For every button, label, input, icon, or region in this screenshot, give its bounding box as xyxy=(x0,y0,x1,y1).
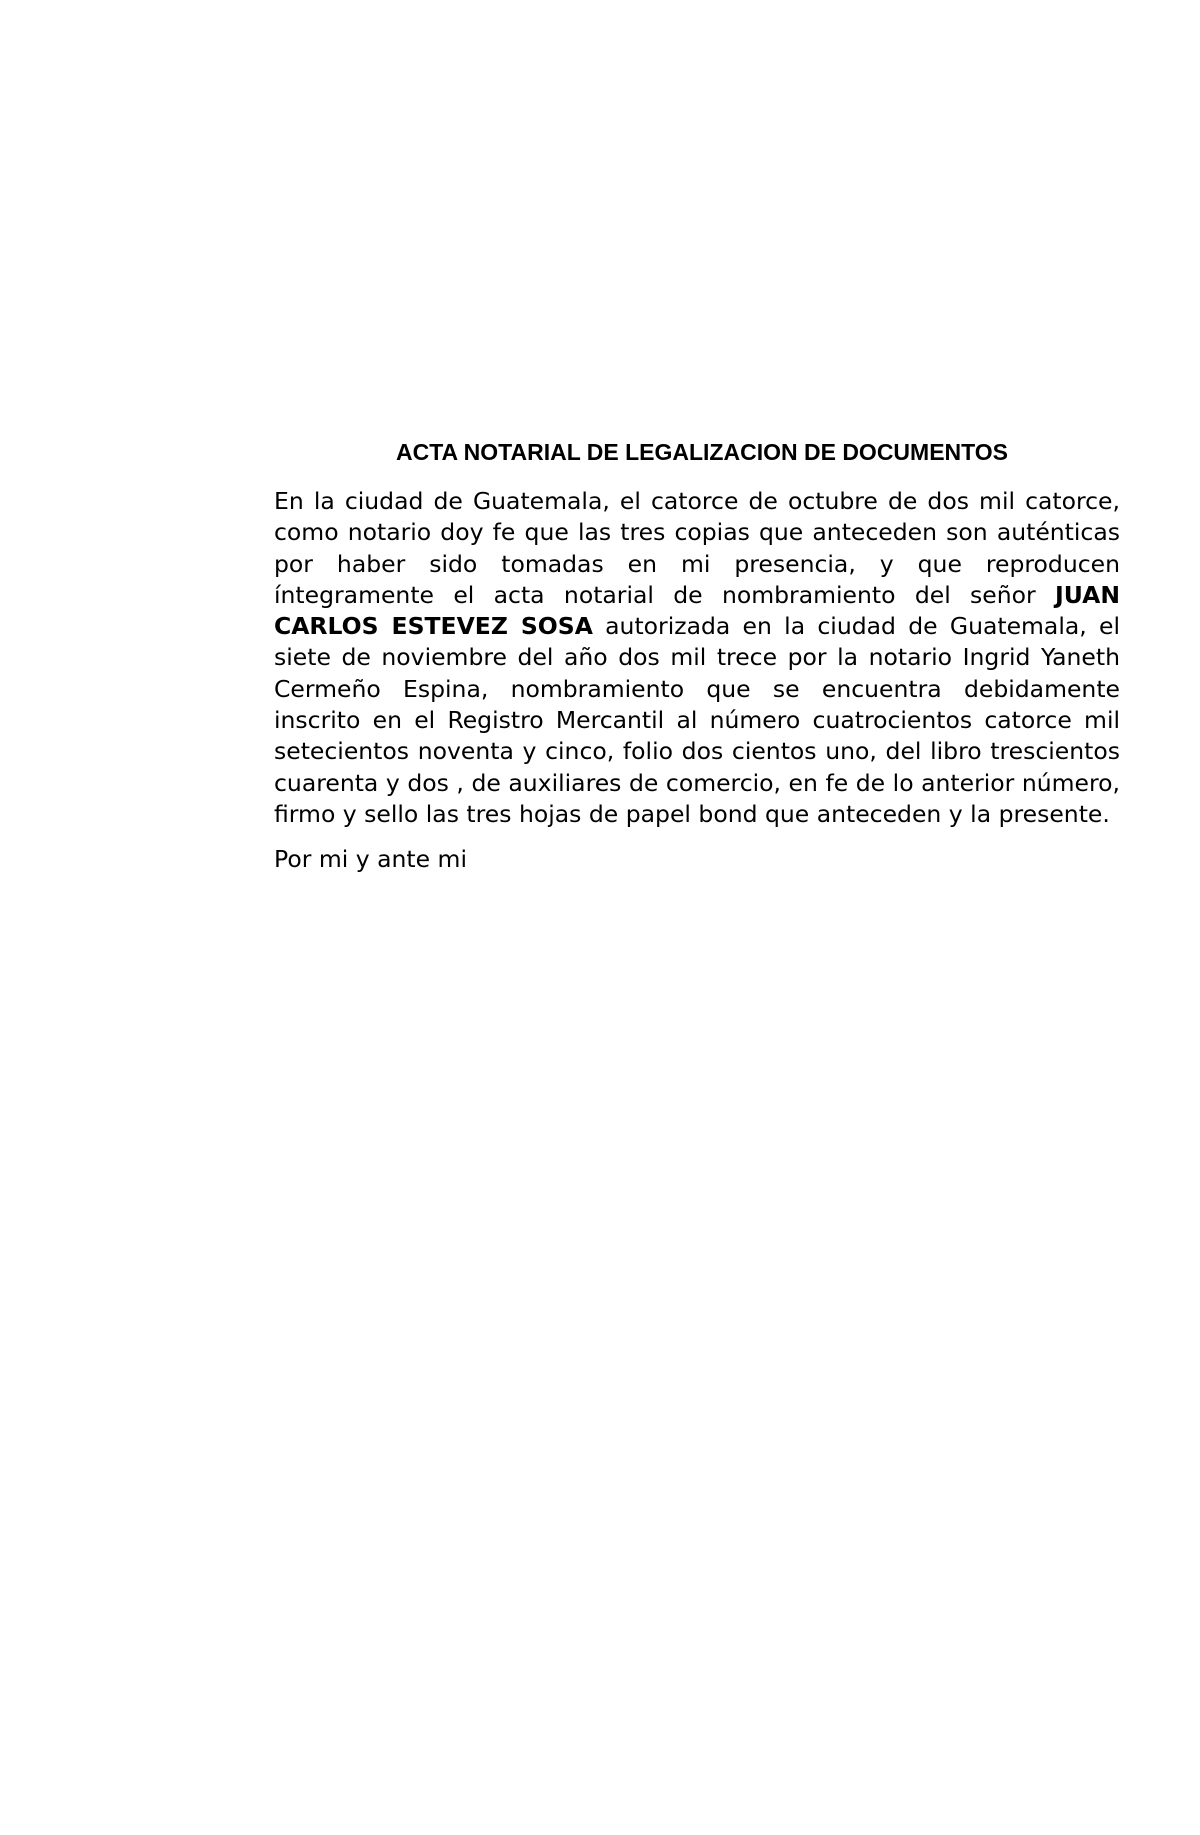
closing-line: Por mi y ante mi xyxy=(274,845,467,874)
body-paragraph xyxy=(274,486,1120,830)
body-text-part-2: autorizada en la ciudad de Guatemala, el siete de noviembre del año dos mil trece por la notario Ingrid Yaneth Cermeño Espina, nombramiento que se encuentra debidamente inscrito en el Registro Mercantil al número cuatrocientos catorce mil setecientos noventa y cinco, folio dos cientos uno, del libro trescientos cuarenta y dos , de auxiliares de comercio, en fe de lo anterior número, firmo y sello las tres hojas de papel bond que anteceden y la presente. xyxy=(274,612,1120,828)
document-content xyxy=(274,437,1120,876)
document-title: ACTA NOTARIAL DE LEGALIZACION DE DOCUMENTOS xyxy=(395,439,1009,465)
person-name: JUAN CARLOS ESTEVEZ SOSA xyxy=(274,580,1120,641)
body-text-part-1: En la ciudad de Guatemala, el catorce de octubre de dos mil catorce, como notario doy fe que las tres copias que anteceden son auténticas por haber sido tomadas en mi presencia, y que reproducen íntegramente el acta notarial de nombramiento del señor xyxy=(274,487,1120,609)
